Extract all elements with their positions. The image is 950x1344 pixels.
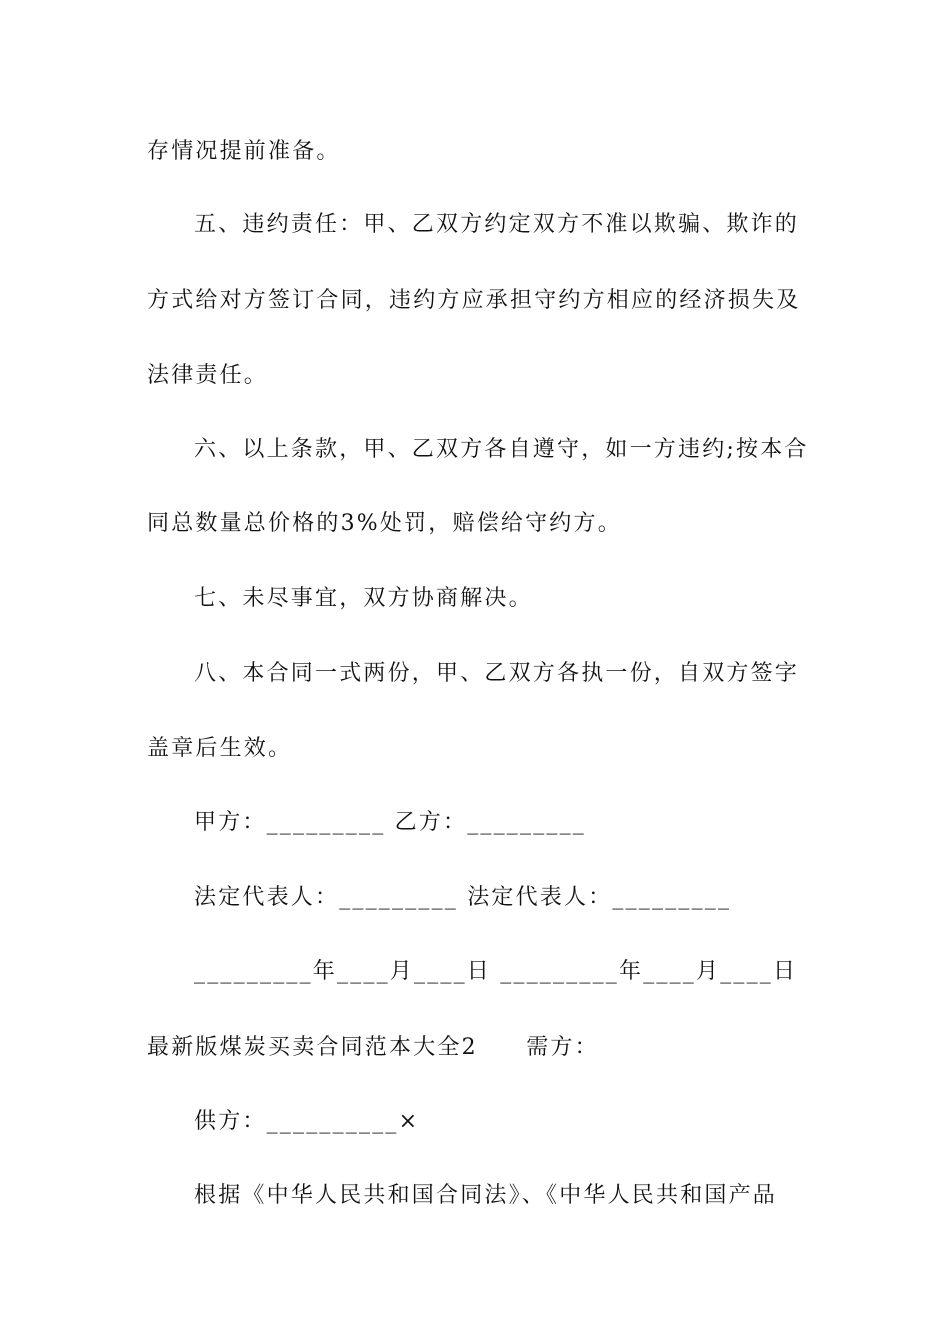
clause-six-line-1: 六、以上条款，甲、乙双方各自遵守，如一方违约;按本合 xyxy=(194,437,809,462)
clause-eight-line-1: 八、本合同一式两份，甲、乙双方各执一份，自双方签字 xyxy=(194,661,800,686)
clause-five-line-2: 方式给对方签订合同，违约方应承担守约方相应的经济损失及 xyxy=(147,288,801,313)
basis-line: 根据《中华人民共和国合同法》、《中华人民共和国产品 xyxy=(194,1183,778,1208)
clause-seven-line: 七、未尽事宜，双方协商解决。 xyxy=(194,586,533,611)
clause-six-line-2: 同总数量总价格的3%处罚，赔偿给守约方。 xyxy=(147,511,622,536)
party-signature-line: 甲方：_________ 乙方：_________ xyxy=(194,810,586,835)
date-line: _________年____月____日 _________年____月____日 xyxy=(194,959,798,984)
clause-eight-line-2: 盖章后生效。 xyxy=(147,736,293,761)
paragraph-line: 存情况提前准备。 xyxy=(147,139,341,164)
clause-five-line-1: 五、违约责任：甲、乙双方约定双方不准以欺骗、欺诈的 xyxy=(194,212,800,237)
representative-signature-line: 法定代表人：_________ 法定代表人：_________ xyxy=(194,885,732,910)
supplier-line: 供方：__________× xyxy=(194,1109,420,1134)
clause-five-line-3: 法律责任。 xyxy=(147,363,269,388)
section-title: 最新版煤炭买卖合同范本大全2 需方： xyxy=(147,1035,599,1060)
